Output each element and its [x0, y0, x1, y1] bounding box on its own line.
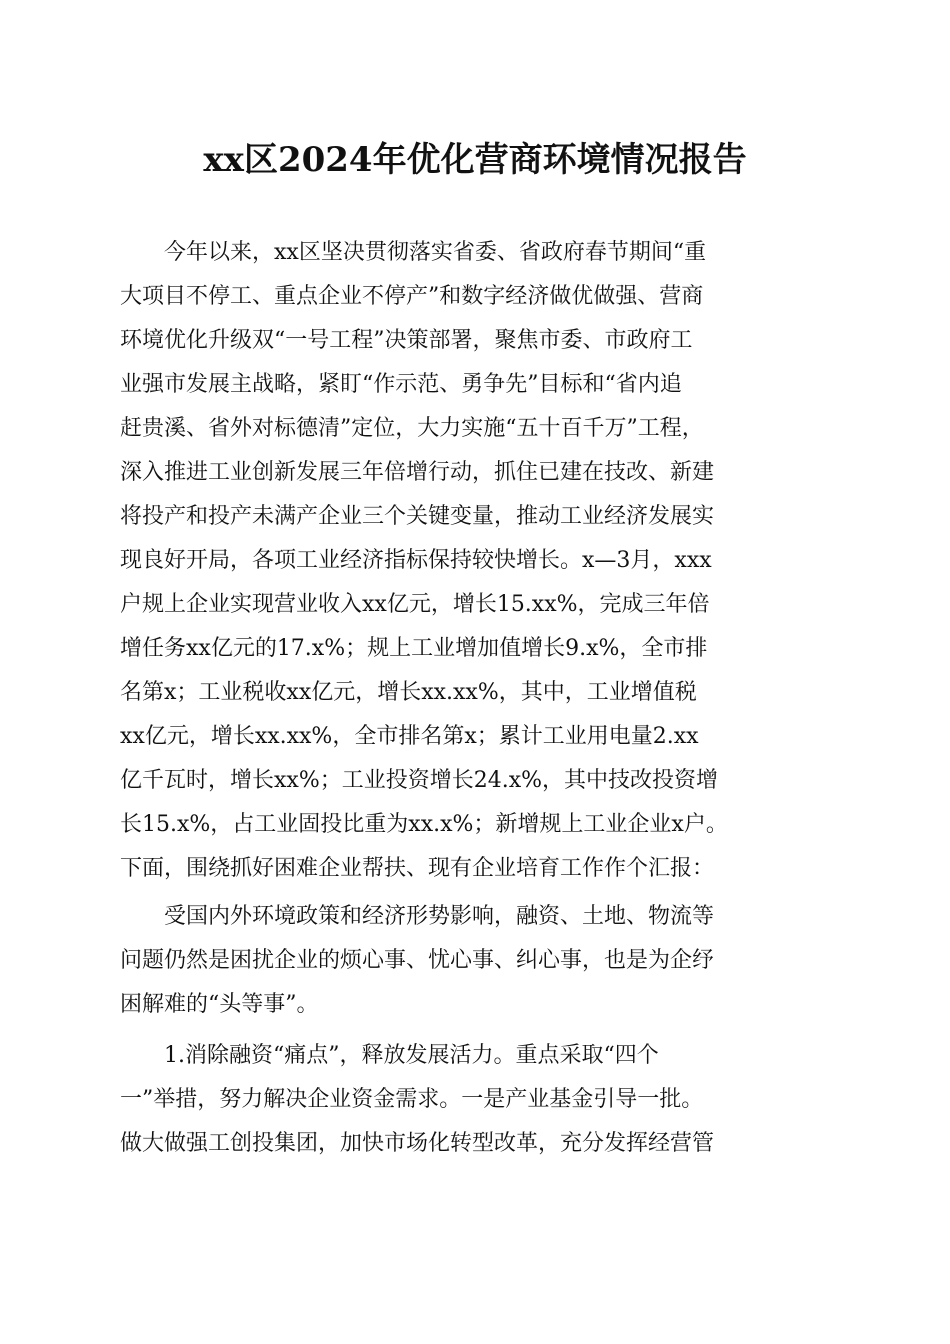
body-line: 困解难的“头等事”。: [120, 992, 319, 1017]
body-line: 亿千瓦时，增长xx%；工业投资增长24.x%，其中技改投资增: [120, 768, 719, 793]
body-line: 1.消除融资“痛点”，释放发展活力。重点采取“四个: [120, 1043, 659, 1068]
body-line: 受国内外环境政策和经济形势影响，融资、土地、物流等: [120, 904, 715, 929]
body-line: 大项目不停工、重点企业不停产”和数字经济做优做强、营商: [120, 284, 704, 309]
body-line: 问题仍然是困扰企业的烦心事、忧心事、纠心事，也是为企纾: [120, 948, 715, 973]
body-line: 一”举措，努力解决企业资金需求。一是产业基金引导一批。: [120, 1087, 704, 1112]
body-line: 户规上企业实现营业收入xx亿元，增长15.xx%，完成三年倍: [120, 592, 710, 617]
body-line: 业强市发展主战略，紧盯“作示范、勇争先”目标和“省内追: [120, 372, 682, 397]
body-line: 今年以来，xx区坚决贯彻落实省委、省政府春节期间“重: [120, 240, 707, 265]
body-line: 下面，围绕抓好困难企业帮扶、现有企业培育工作作个汇报：: [120, 856, 715, 881]
body-line: 深入推进工业创新发展三年倍增行动，抓住已建在技改、新建: [120, 460, 715, 485]
body-line: xx亿元，增长xx.xx%，全市排名第x；累计工业用电量2.xx: [120, 724, 699, 749]
body-line: 现良好开局，各项工业经济指标保持较快增长。x—3月，xxx: [120, 548, 712, 573]
document-title: xx区2024年优化营商环境情况报告: [203, 140, 747, 180]
body-line: 将投产和投产未满产企业三个关键变量，推动工业经济发展实: [120, 504, 715, 529]
body-line: 做大做强工创投集团，加快市场化转型改革，充分发挥经营管: [120, 1131, 715, 1156]
body-line: 增任务xx亿元的17.x%；规上工业增加值增长9.x%，全市排: [120, 636, 708, 661]
body-line: 长15.x%，占工业固投比重为xx.x%；新增规上工业企业x户。: [120, 812, 728, 837]
body-line: 环境优化升级双“一号工程”决策部署，聚焦市委、市政府工: [120, 328, 693, 353]
body-line: 名第x；工业税收xx亿元，增长xx.xx%，其中，工业增值税: [120, 680, 697, 705]
body-line: 赶贵溪、省外对标德清”定位，大力实施“五十百千万”工程，: [120, 416, 704, 441]
